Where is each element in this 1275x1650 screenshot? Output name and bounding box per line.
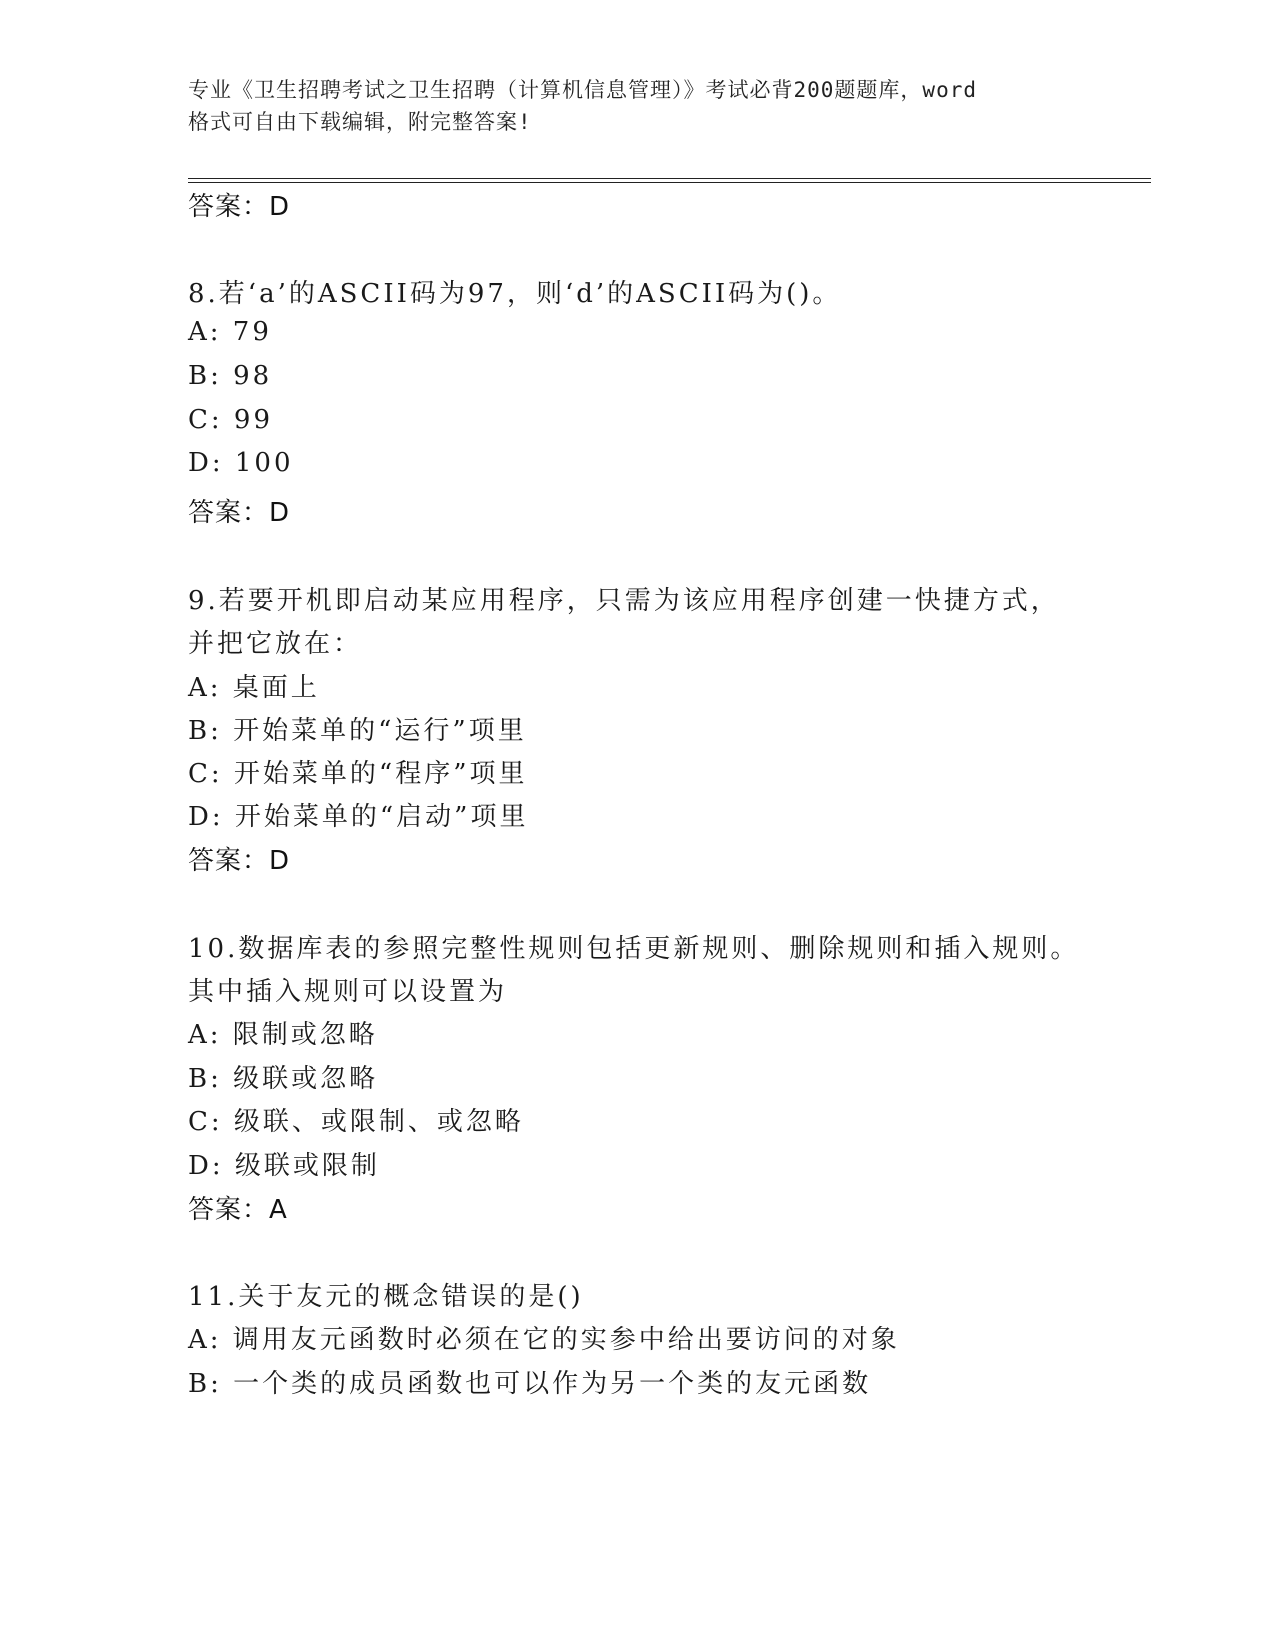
header-line-1: 专业《卫生招聘考试之卫生招聘（计算机信息管理）》考试必背200题题库，word (188, 78, 977, 102)
question-8-option-b: B: 98 (188, 361, 273, 391)
question-9-option-c: C: 开始菜单的“程序”项里 (188, 759, 528, 789)
question-11-option-a: A: 调用友元函数时必须在它的实参中给出要访问的对象 (188, 1325, 900, 1355)
header-divider-top (188, 178, 1151, 179)
question-10-option-c: C: 级联、或限制、或忽略 (188, 1107, 524, 1137)
question-9-stem-line-2: 并把它放在： (188, 629, 363, 659)
question-9-stem-line-1: 9.若要开机即启动某应用程序，只需为该应用程序创建一快捷方式， (188, 586, 1060, 616)
question-10-answer: 答案：A (188, 1195, 288, 1225)
question-9-answer: 答案：D (188, 846, 291, 876)
previous-answer: 答案：D (188, 192, 291, 222)
question-11-stem: 11.关于友元的概念错误的是() (188, 1282, 584, 1312)
question-9-option-d: D: 开始菜单的“启动”项里 (188, 802, 529, 832)
question-8-option-a: A: 79 (188, 317, 272, 347)
question-10-option-a: A: 限制或忽略 (188, 1020, 378, 1050)
question-8-stem: 8.若‘a’的ASCII码为97，则‘d’的ASCII码为()。 (188, 279, 842, 309)
document-header (188, 74, 1088, 138)
question-8-option-d: D: 100 (188, 448, 294, 478)
question-10-stem-line-1: 10.数据库表的参照完整性规则包括更新规则、删除规则和插入规则。 (188, 934, 1080, 964)
question-10-option-d: D: 级联或限制 (188, 1151, 380, 1181)
question-11-option-b: B: 一个类的成员函数也可以作为另一个类的友元函数 (188, 1369, 872, 1399)
question-8-option-c: C: 99 (188, 405, 274, 435)
header-divider-bottom (188, 182, 1151, 183)
question-10-option-b: B: 级联或忽略 (188, 1064, 379, 1094)
question-10-stem-line-2: 其中插入规则可以设置为 (188, 977, 508, 1007)
question-9-option-a: A: 桌面上 (188, 673, 320, 703)
question-9-option-b: B: 开始菜单的“运行”项里 (188, 716, 527, 746)
header-line-2: 格式可自由下载编辑，附完整答案! (188, 110, 532, 134)
question-8-answer: 答案：D (188, 498, 291, 528)
